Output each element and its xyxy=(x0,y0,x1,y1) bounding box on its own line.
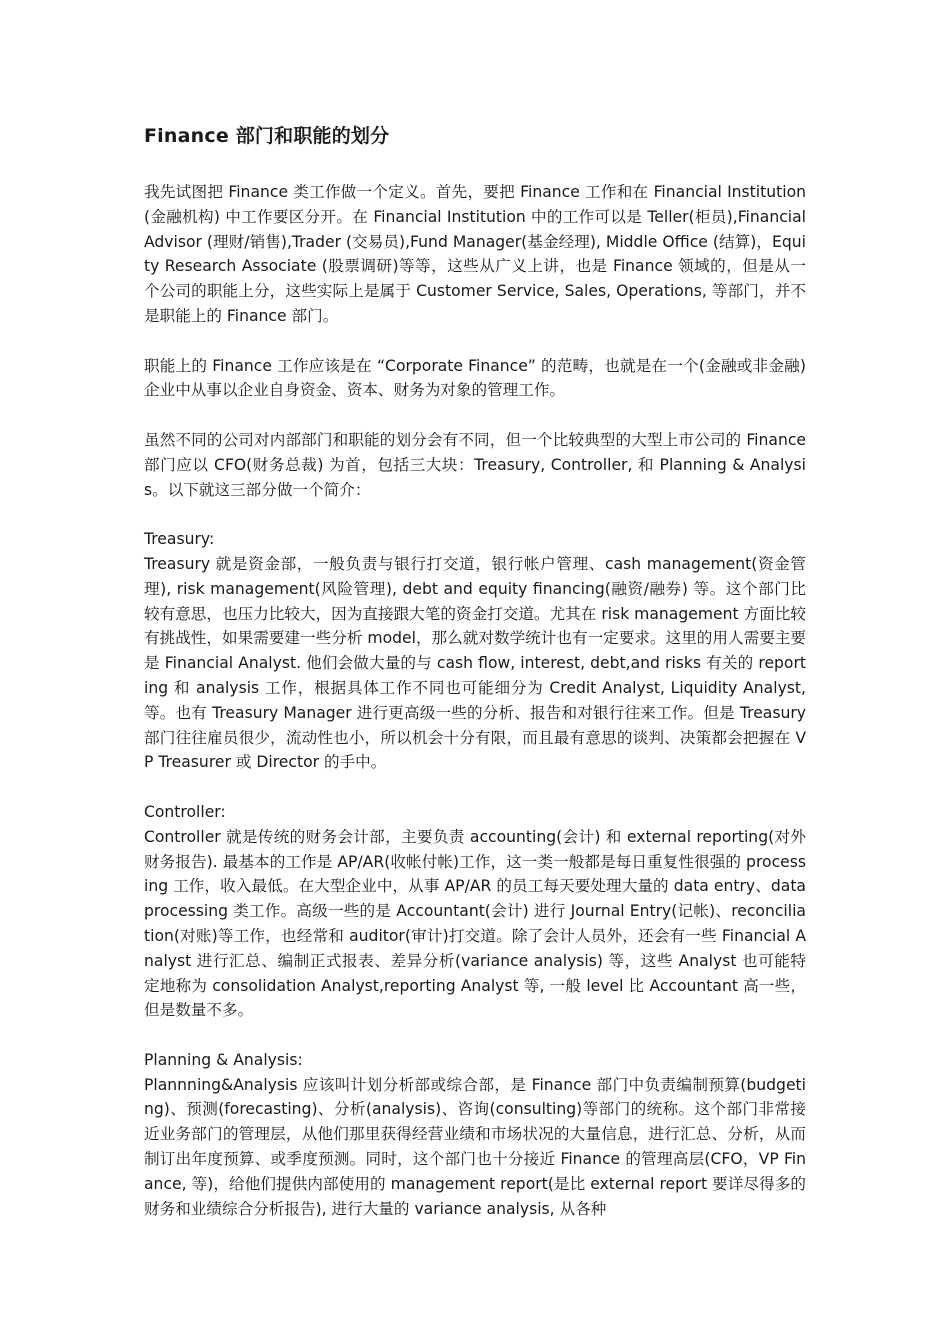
section-planning-analysis xyxy=(144,1048,806,1222)
section-heading: Planning & Analysis: xyxy=(144,1050,303,1069)
intro-paragraph-structure: 虽然不同的公司对内部部门和职能的划分会有不同，但一个比较典型的大型上市公司的 Finance 部门应以 CFO(财务总裁) 为首，包括三大块：Treasury, Controller, 和 Planning & Analysis。以下就这三部分做一个简介： xyxy=(144,430,806,499)
document-page xyxy=(144,118,806,1246)
intro-paragraph-definition: 我先试图把 Finance 类工作做一个定义。首先，要把 Finance 工作和在 Financial Institution(金融机构) 中工作要区分开。在 Financial Institution 中的工作可以是 Teller(柜员),Financial Advisor (理财/销售),Trader (交易员),Fund Manager(基金经理), Middle Office (结算)，Equity Research Associate (股票调研)等等，这些从广义上讲，也是 Finance 领域的，但是从一个公司的职能上分，这些实际上是属于 Customer Service, Sales, Operations, 等部门，并不是职能上的 Finance 部门。 xyxy=(144,183,806,325)
section-treasury xyxy=(144,527,806,775)
section-body: Plannning&Analysis 应该叫计划分析部或综合部，是 Finance 部门中负责编制预算(budgeting)、预测(forecasting)、分析(analysis)、咨询(consulting)等部门的统称。这个部门非常接近业务部门的管理层，从他们那里获得经营业绩和市场状况的大量信息，进行汇总、分析，从而制订出年度预算、或季度预测。同时，这个部门也十分接近 Finance 的管理高层(CFO，VP Finance, 等)，给他们提供内部使用的 management report(是比 external report 要详尽得多的财务和业绩综合分析报告), 进行大量的 variance analysis, 从各种 xyxy=(144,1075,806,1218)
intro-paragraph-corporate-finance: 职能上的 Finance 工作应该是在 “Corporate Finance” 的范畴，也就是在一个(金融或非金融)企业中从事以企业自身资金、资本、财务为对象的管理工作。 xyxy=(144,356,806,400)
section-controller xyxy=(144,800,806,1023)
section-heading: Treasury: xyxy=(144,530,215,549)
section-body: Treasury 就是资金部，一般负责与银行打交道，银行帐户管理、cash management(资金管理), risk management(风险管理), debt and equity financing(融资/融券) 等。这个部门比较有意思，也压力比较大，因为直接跟大笔的资金打交道。尤其在 risk management 方面比较有挑战性，如果需要建一些分析 model，那么就对数学统计也有一定要求。这里的用人需要主要是 Financial Analyst. 他们会做大量的与 cash flow, interest, debt,and risks 有关的 reporting 和 analysis 工作，根据具体工作不同也可能细分为 Credit Analyst, Liquidity Analyst,等。也有 Treasury Manager 进行更高级一些的分析、报告和对银行往来工作。但是 Treasury 部门往往雇员很少，流动性也小，所以机会十分有限，而且最有意思的谈判、决策都会把握在 VP Treasurer 或 Director 的手中。 xyxy=(144,554,806,772)
document-title: Finance 部门和职能的划分 xyxy=(144,125,390,147)
section-heading: Controller: xyxy=(144,802,226,821)
section-body: Controller 就是传统的财务会计部，主要负责 accounting(会计) 和 external reporting(对外财务报告). 最基本的工作是 AP/AR(收帐付帐)工作，这一类一般都是每日重复性很强的 processing 工作，收入最低。在大型企业中，从事 AP/AR 的员工每天要处理大量的 data entry、data processing 类工作。高级一些的是 Accountant(会计) 进行 Journal Entry(记帐)、reconciliation(对账)等工作，也经常和 auditor(审计)打交道。除了会计人员外，还会有一些 Financial Analyst 进行汇总、编制正式报表、差异分析(variance analysis) 等，这些 Analyst 也可能特定地称为 consolidation Analyst,reporting Analyst 等, 一般 level 比 Accountant 高一些，但是数量不多。 xyxy=(144,827,806,1020)
